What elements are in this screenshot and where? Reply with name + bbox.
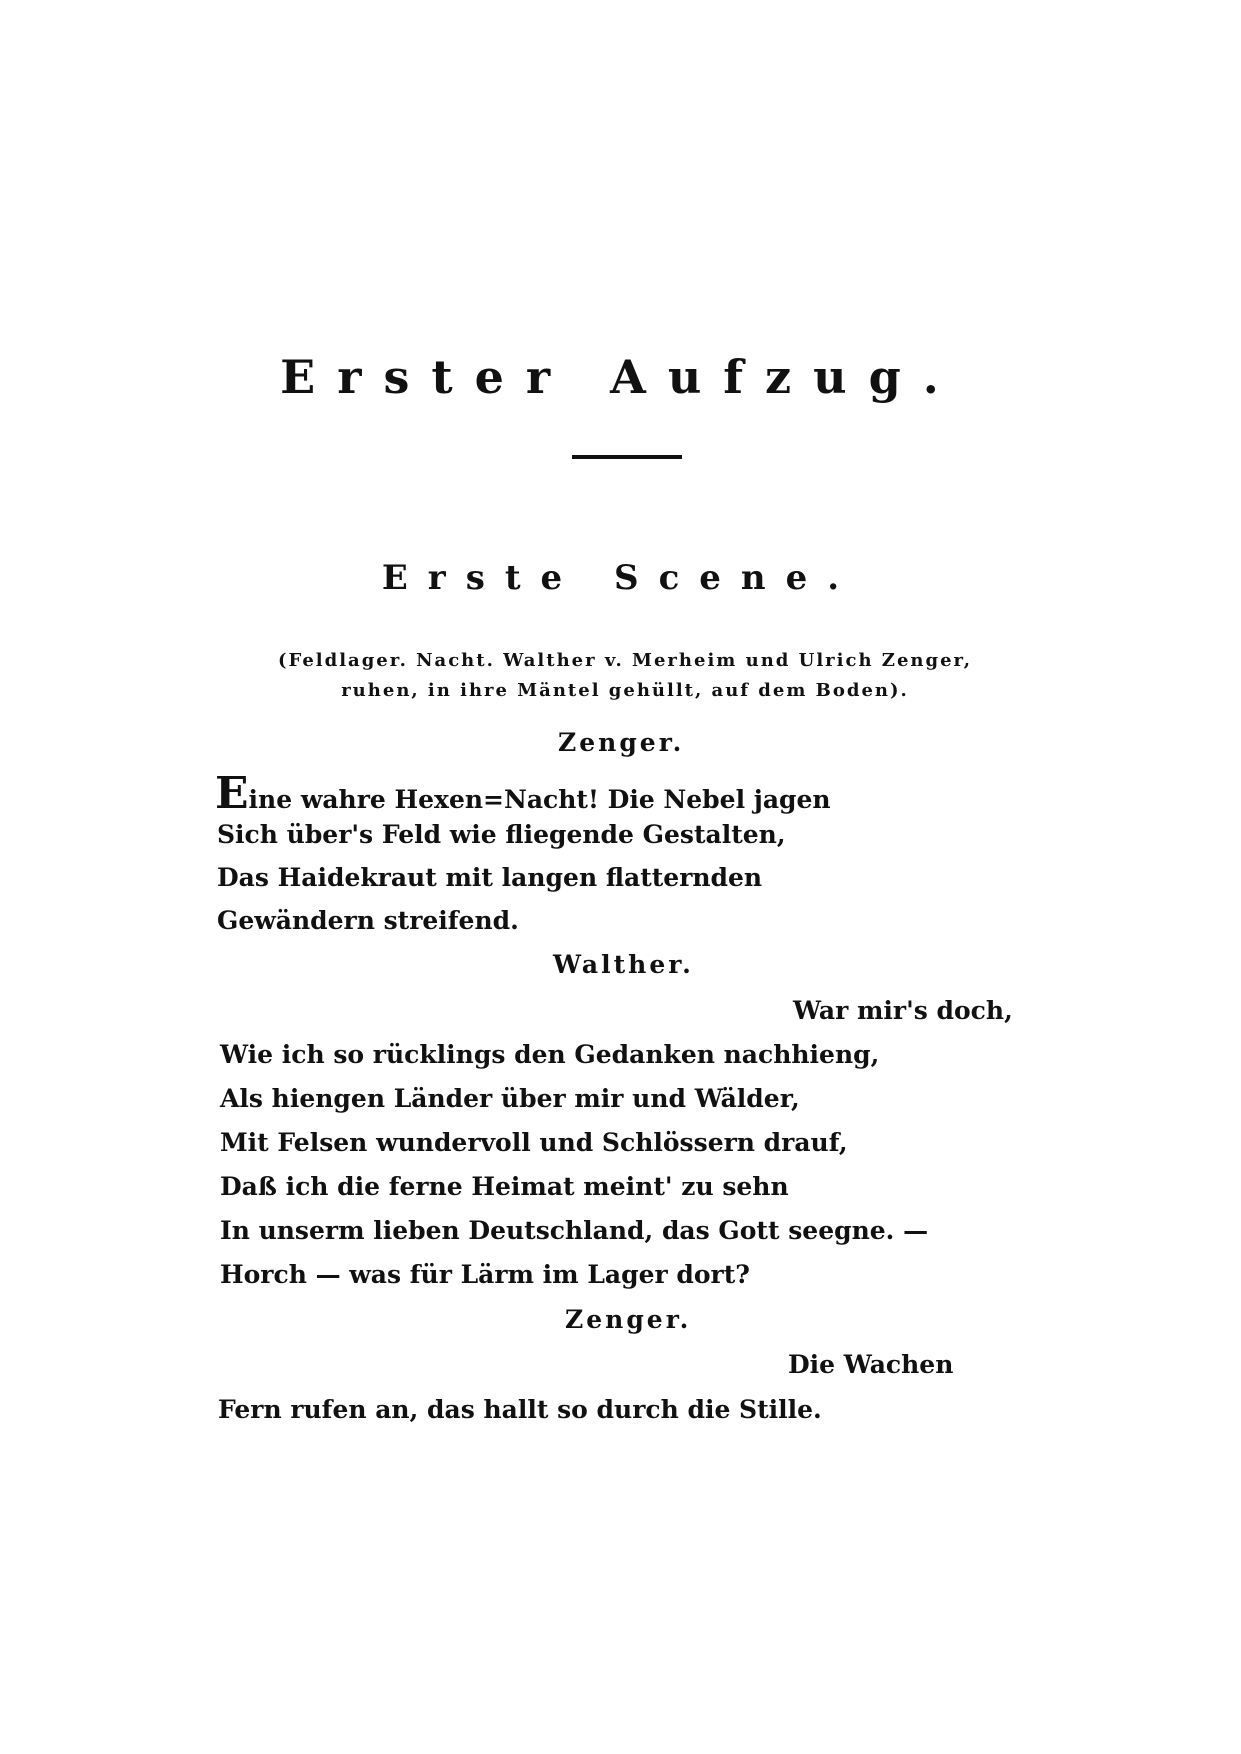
scene-title: Erste Scene. xyxy=(381,558,860,598)
verse-line: Mit Felsen wundervoll und Schlössern drauf, xyxy=(220,1128,848,1157)
speaker-name: Zenger. xyxy=(565,1305,692,1334)
drop-cap: E xyxy=(215,768,249,819)
verse-line: In unserm lieben Deutschland, das Gott seegne. — xyxy=(220,1216,929,1245)
verse-line: Wie ich so rücklings den Gedanken nachhieng, xyxy=(220,1040,880,1069)
verse-line: Als hiengen Länder über mir und Wälder, xyxy=(220,1084,800,1113)
verse-line: Die Wachen xyxy=(788,1350,954,1379)
speaker-name: Zenger. xyxy=(558,728,685,757)
stage-direction-line: ruhen, in ihre Mäntel gehüllt, auf dem Boden). xyxy=(341,680,909,701)
verse-line xyxy=(215,768,831,819)
verse-line: Horch — was für Lärm im Lager dort? xyxy=(220,1260,750,1289)
verse-line: War mir's doch, xyxy=(793,996,1013,1025)
verse-line: Gewändern streifend. xyxy=(217,906,519,935)
title-divider xyxy=(572,455,682,459)
act-title: Erster Aufzug. xyxy=(280,350,961,404)
stage-direction xyxy=(215,646,1035,706)
verse-line: Daß ich die ferne Heimat meint' zu sehn xyxy=(220,1172,789,1201)
verse-line: Fern rufen an, das hallt so durch die Stille. xyxy=(218,1395,822,1424)
speaker-name: Walther. xyxy=(553,950,694,979)
verse-line: Sich über's Feld wie fliegende Gestalten, xyxy=(217,820,786,849)
verse-text: ine wahre Hexen=Nacht! Die Nebel jagen xyxy=(248,785,831,814)
stage-direction-line: (Feldlager. Nacht. Walther v. Merheim und Ulrich Zenger, xyxy=(278,650,972,671)
verse-line: Das Haidekraut mit langen flatternden xyxy=(217,863,763,892)
